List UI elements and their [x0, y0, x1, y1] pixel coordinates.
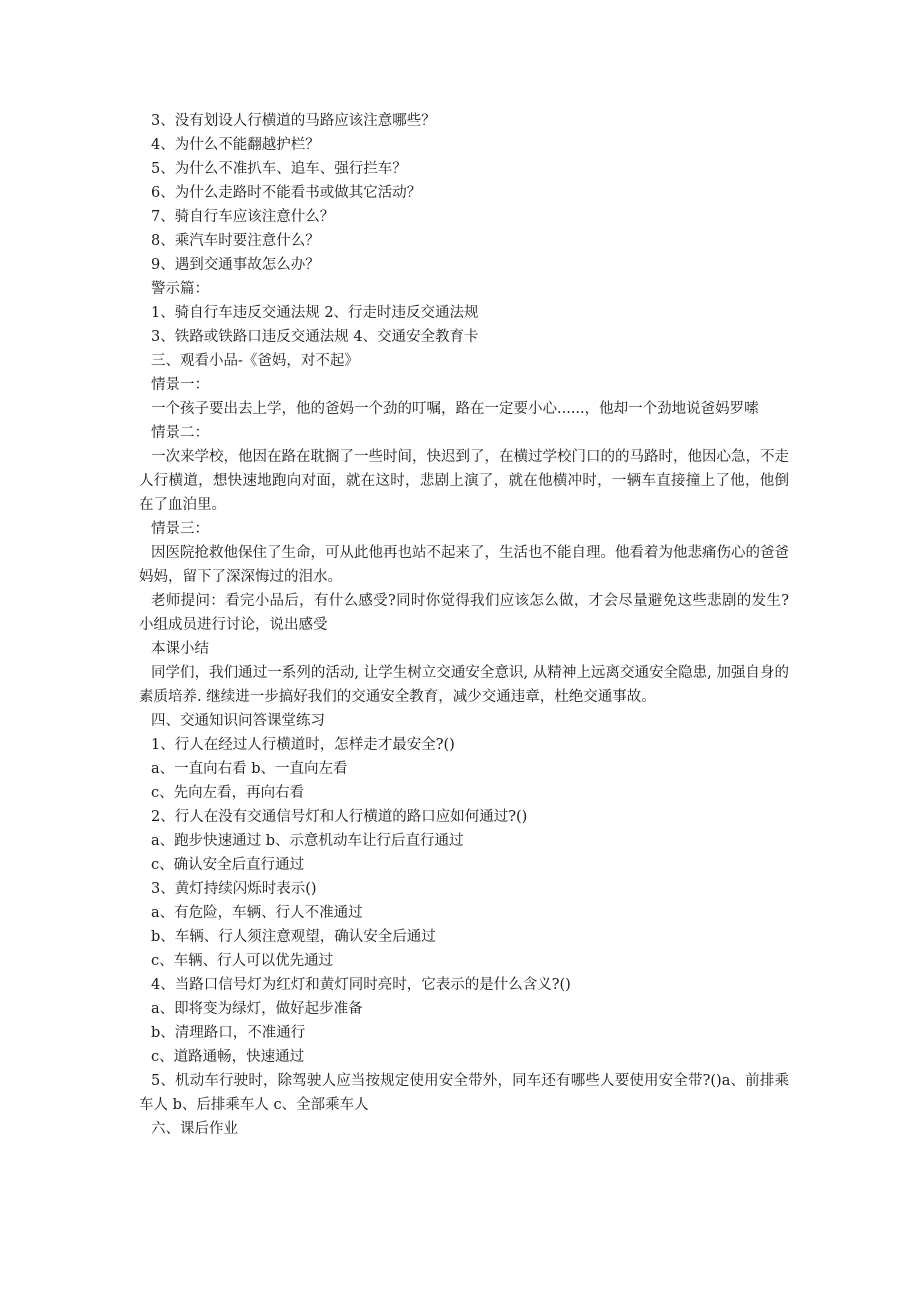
quiz-line: c、确认安全后直行通过 [151, 857, 305, 873]
quiz-line: b、清理路口，不准通行 [151, 1025, 306, 1041]
quiz-line: a、有危险，车辆、行人不准通过 [151, 905, 363, 921]
skit-heading: 三、观看小品-《爸妈，对不起》 [151, 353, 359, 369]
quiz-heading: 四、交通知识问答课堂练习 [151, 713, 325, 729]
scene3-text: 因医院抢救他保住了生命，可从此他再也站不起来了，生活也不能自理。他看着为他悲痛伤心的爸爸妈妈，留下了深深悔过的泪水。 [139, 545, 789, 585]
quiz-line: a、即将变为绿灯，做好起步准备 [151, 1001, 363, 1017]
question-8: 8、乘汽车时要注意什么？ [151, 233, 320, 249]
question-7: 7、骑自行车应该注意什么？ [151, 209, 335, 225]
summary-heading: 本课小结 [151, 641, 209, 657]
quiz-line: a、一直向右看 b、一直向左看 [151, 761, 348, 777]
scene2-text: 一次来学校，他因在路在耽搁了一些时间，快迟到了，在横过学校门口的的马路时，他因心急，不走人行横道，想快速地跑向对面，就在这时，悲剧上演了，就在他横冲时，一辆车直接撞上了他，他倒在了血泊里。 [139, 449, 789, 513]
quiz-line: 1、行人在经过人行横道时，怎样走才最安全?() [151, 737, 455, 753]
question-6: 6、为什么走路时不能看书或做其它活动？ [151, 185, 422, 201]
question-3: 3、没有划设人行横道的马路应该注意哪些？ [151, 113, 436, 129]
quiz-line: 2、行人在没有交通信号灯和人行横道的路口应如何通过?() [151, 809, 528, 825]
quiz-line: 4、当路口信号灯为红灯和黄灯同时亮时，它表示的是什么含义?() [151, 977, 571, 993]
warning-item: 1、骑自行车违反交通法规 2、行走时违反交通法规 [151, 305, 479, 321]
question-5: 5、为什么不准扒车、追车、强行拦车？ [151, 161, 407, 177]
quiz-line: c、先向左看，再向右看 [151, 785, 305, 801]
quiz-line: b、车辆、行人须注意观望，确认安全后通过 [151, 929, 436, 945]
summary-text: 同学们，我们通过一系列的活动, 让学生树立交通安全意识, 从精神上远离交通安全隐患, 加强自身的素质培养. 继续进一步搞好我们的交通安全教育，减少交通违章，杜绝交通事故。 [139, 665, 789, 705]
warning-heading: 警示篇： [151, 281, 209, 297]
warning-item: 3、铁路或铁路口违反交通法规 4、交通安全教育卡 [151, 329, 479, 345]
quiz-question-5: 5、机动车行驶时，除驾驶人应当按规定使用安全带外，同车还有哪些人要使用安全带?()a、前排乘车人 b、后排乘车人 c、全部乘车人 [139, 1073, 789, 1113]
scene2-title: 情景二： [151, 425, 209, 441]
scene3-title: 情景三： [151, 521, 209, 537]
quiz-line: 3、黄灯持续闪烁时表示() [151, 881, 317, 897]
quiz-line: a、跑步快速通过 b、示意机动车让行后直行通过 [151, 833, 464, 849]
scene1-text: 一个孩子要出去上学，他的爸妈一个劲的叮嘱，路在一定要小心......，他却一个劲地说爸妈罗嗦 [151, 401, 759, 417]
quiz-line: c、车辆、行人可以优先通过 [151, 953, 334, 969]
document-body [139, 109, 789, 1141]
question-4: 4、为什么不能翻越护栏？ [151, 137, 320, 153]
homework-heading: 六、课后作业 [151, 1121, 238, 1137]
quiz-line: c、道路通畅，快速通过 [151, 1049, 305, 1065]
question-9: 9、遇到交通事故怎么办？ [151, 257, 320, 273]
teacher-question: 老师提问：看完小品后，有什么感受?同时你觉得我们应该怎么做，才会尽量避免这些悲剧的发生?小组成员进行讨论，说出感受 [139, 593, 789, 633]
scene1-title: 情景一： [151, 377, 209, 393]
